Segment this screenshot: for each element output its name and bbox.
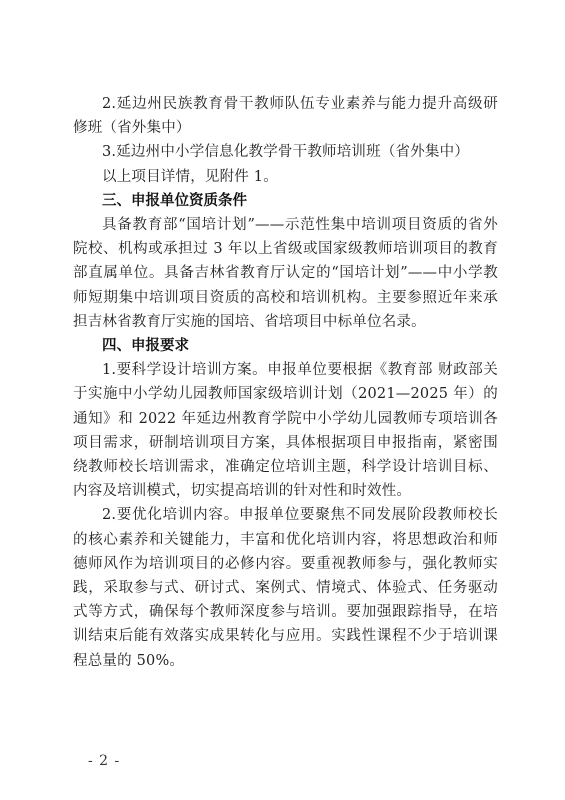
section-heading-requirements: 四、申报要求 [102, 338, 189, 355]
item-2-paragraph: 2.延边州民族教育骨干教师队伍专业素养与能力提升高级研修班（省外集中） [73, 96, 498, 137]
document-body [73, 92, 498, 673]
qualifications-paragraph: 具备教育部“国培计划”——示范性集中培训项目资质的省外院校、机构或承担过 3 年以上省级或国家级教师培训项目的教育部直属单位。具备吉林省教育厅认定的“国培计划”——中小学教师短期集中培训项目资质的高校和培训机构。主要参照近年来承担吉林省教育厅实施的国培、省培项目中标单位名录。 [73, 217, 498, 330]
section-heading-qualifications: 三、申报单位资质条件 [102, 192, 247, 209]
page-number: - 2 - [88, 753, 121, 769]
requirement-1-paragraph: 1.要科学设计培训方案。申报单位要根据《教育部 财政部关于实施中小学幼儿园教师国家级培训计划（2021—2025 年）的通知》和 2022 年延边州教育学院中小学幼儿园教师专项培训各项目需求，研制培训项目方案，具体根据项目申报指南，紧密围绕教师校长培训需求，准确定位培训主题，科学设计培训目标、内容及培训模式，切实提高培训的针对性和时效性。 [73, 362, 498, 500]
requirement-2-paragraph: 2.要优化培训内容。申报单位要聚焦不同发展阶段教师校长的核心素养和关键能力，丰富和优化培训内容，将思想政治和师德师风作为培训项目的必修内容。要重视教师参与，强化教师实践，采取参与式、研讨式、案例式、情境式、体验式、任务驱动式等方式，确保每个教师深度参与培训。要加强跟踪指导，在培训结束后能有效落实成果转化与应用。实践性课程不少于培训课程总量的 50%。 [73, 507, 498, 669]
details-note-paragraph: 以上项目详情，见附件 1。 [102, 168, 278, 185]
item-3-paragraph: 3.延边州中小学信息化教学骨干教师培训班（省外集中） [102, 144, 470, 161]
